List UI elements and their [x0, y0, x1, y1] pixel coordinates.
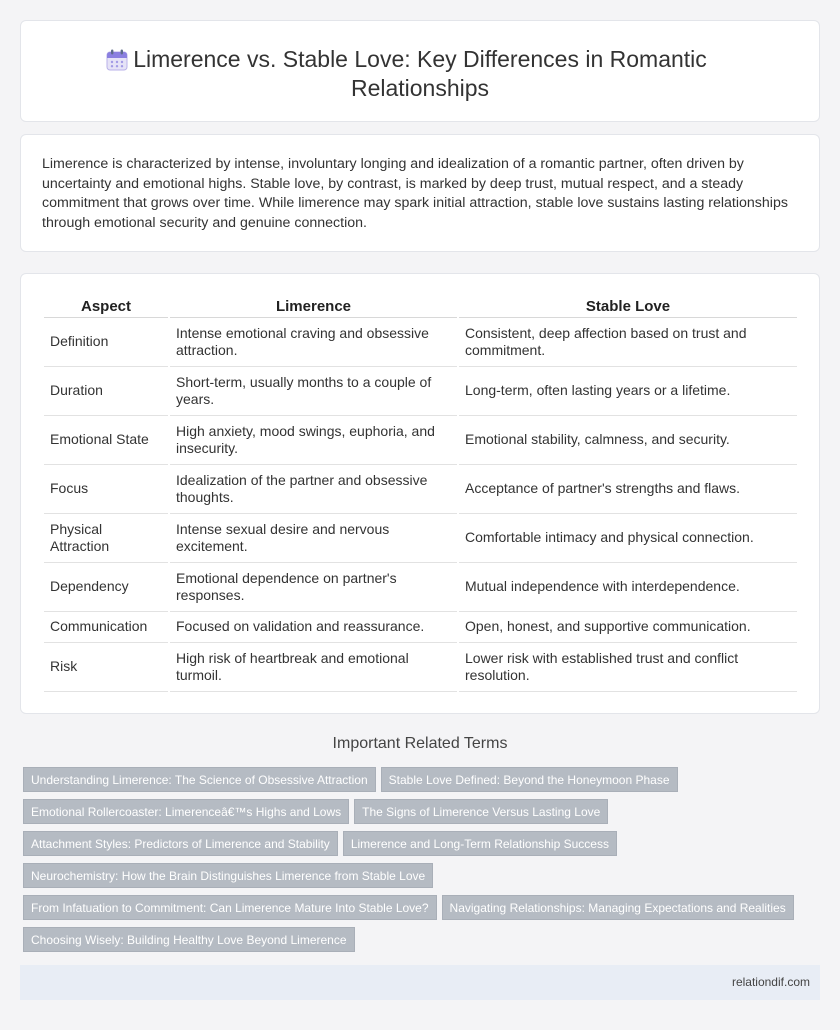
related-terms-list — [23, 767, 803, 959]
table-row — [44, 416, 797, 465]
table-row — [44, 318, 797, 367]
related-term-link[interactable]: Neurochemistry: How the Brain Distinguishes Limerence from Stable Love — [23, 863, 433, 888]
table-row — [44, 612, 797, 643]
row-stable-love: Long-term, often lasting years or a lifetime. — [459, 367, 797, 416]
page-title: Limerence vs. Stable Love: Key Differences in Romantic Relationships — [133, 46, 707, 101]
row-limerence: High risk of heartbreak and emotional turmoil. — [170, 643, 457, 692]
footer-site-link[interactable]: relationdif.com — [731, 975, 810, 989]
row-limerence: High anxiety, mood swings, euphoria, and insecurity. — [170, 416, 457, 465]
related-term-link[interactable]: Attachment Styles: Predictors of Limerence and Stability — [23, 831, 338, 856]
row-aspect: Dependency — [44, 563, 168, 612]
row-aspect: Focus — [44, 465, 168, 514]
table-row — [44, 514, 797, 563]
row-limerence: Short-term, usually months to a couple of years. — [170, 367, 457, 416]
row-stable-love: Open, honest, and supportive communication. — [459, 612, 797, 643]
row-aspect: Risk — [44, 643, 168, 692]
row-limerence: Intense sexual desire and nervous excitement. — [170, 514, 457, 563]
footer — [20, 965, 820, 1000]
table-row — [44, 465, 797, 514]
row-limerence: Intense emotional craving and obsessive attraction. — [170, 318, 457, 367]
row-limerence: Idealization of the partner and obsessive thoughts. — [170, 465, 457, 514]
row-stable-love: Lower risk with established trust and conflict resolution. — [459, 643, 797, 692]
related-term-link[interactable]: Stable Love Defined: Beyond the Honeymoon Phase — [381, 767, 678, 792]
related-term-link[interactable]: Understanding Limerence: The Science of Obsessive Attraction — [23, 767, 376, 792]
header-card — [20, 20, 820, 122]
row-limerence: Emotional dependence on partner's responses. — [170, 563, 457, 612]
related-term-link[interactable]: From Infatuation to Commitment: Can Limerence Mature Into Stable Love? — [23, 895, 437, 920]
table-row — [44, 643, 797, 692]
row-aspect: Duration — [44, 367, 168, 416]
row-stable-love: Mutual independence with interdependence. — [459, 563, 797, 612]
row-aspect: Physical Attraction — [44, 514, 168, 563]
calendar-icon — [105, 48, 129, 72]
table-row — [44, 367, 797, 416]
row-aspect: Emotional State — [44, 416, 168, 465]
row-stable-love: Consistent, deep affection based on trust and commitment. — [459, 318, 797, 367]
row-limerence: Focused on validation and reassurance. — [170, 612, 457, 643]
related-term-link[interactable]: Limerence and Long-Term Relationship Success — [343, 831, 617, 856]
intro-paragraph: Limerence is characterized by intense, involuntary longing and idealization of a romantic partner, often driven by uncertainty and emotional highs. Stable love, by contrast, is marked by deep trust, mutual respect, and a steady commitment that grows over time. While limerence may spark initial attraction, stable love sustains lasting relationships through emotional security and genuine connection. — [42, 156, 788, 231]
header-aspect: Aspect — [44, 296, 168, 318]
related-term-link[interactable]: The Signs of Limerence Versus Lasting Love — [354, 799, 608, 824]
row-stable-love: Acceptance of partner's strengths and flaws. — [459, 465, 797, 514]
related-terms-heading: Important Related Terms — [332, 735, 508, 752]
row-stable-love: Comfortable intimacy and physical connection. — [459, 514, 797, 563]
header-limerence: Limerence — [170, 296, 457, 318]
comparison-table — [42, 296, 799, 692]
row-aspect: Communication — [44, 612, 168, 643]
intro-card — [20, 134, 820, 252]
related-term-link[interactable]: Emotional Rollercoaster: Limerenceâ€™s Highs and Lows — [23, 799, 349, 824]
row-stable-love: Emotional stability, calmness, and security. — [459, 416, 797, 465]
related-term-link[interactable]: Choosing Wisely: Building Healthy Love Beyond Limerence — [23, 927, 355, 952]
comparison-card — [20, 273, 820, 714]
related-term-link[interactable]: Navigating Relationships: Managing Expectations and Realities — [442, 895, 794, 920]
header-stable-love: Stable Love — [459, 296, 797, 318]
table-header-row — [44, 296, 797, 318]
row-aspect: Definition — [44, 318, 168, 367]
table-row — [44, 563, 797, 612]
